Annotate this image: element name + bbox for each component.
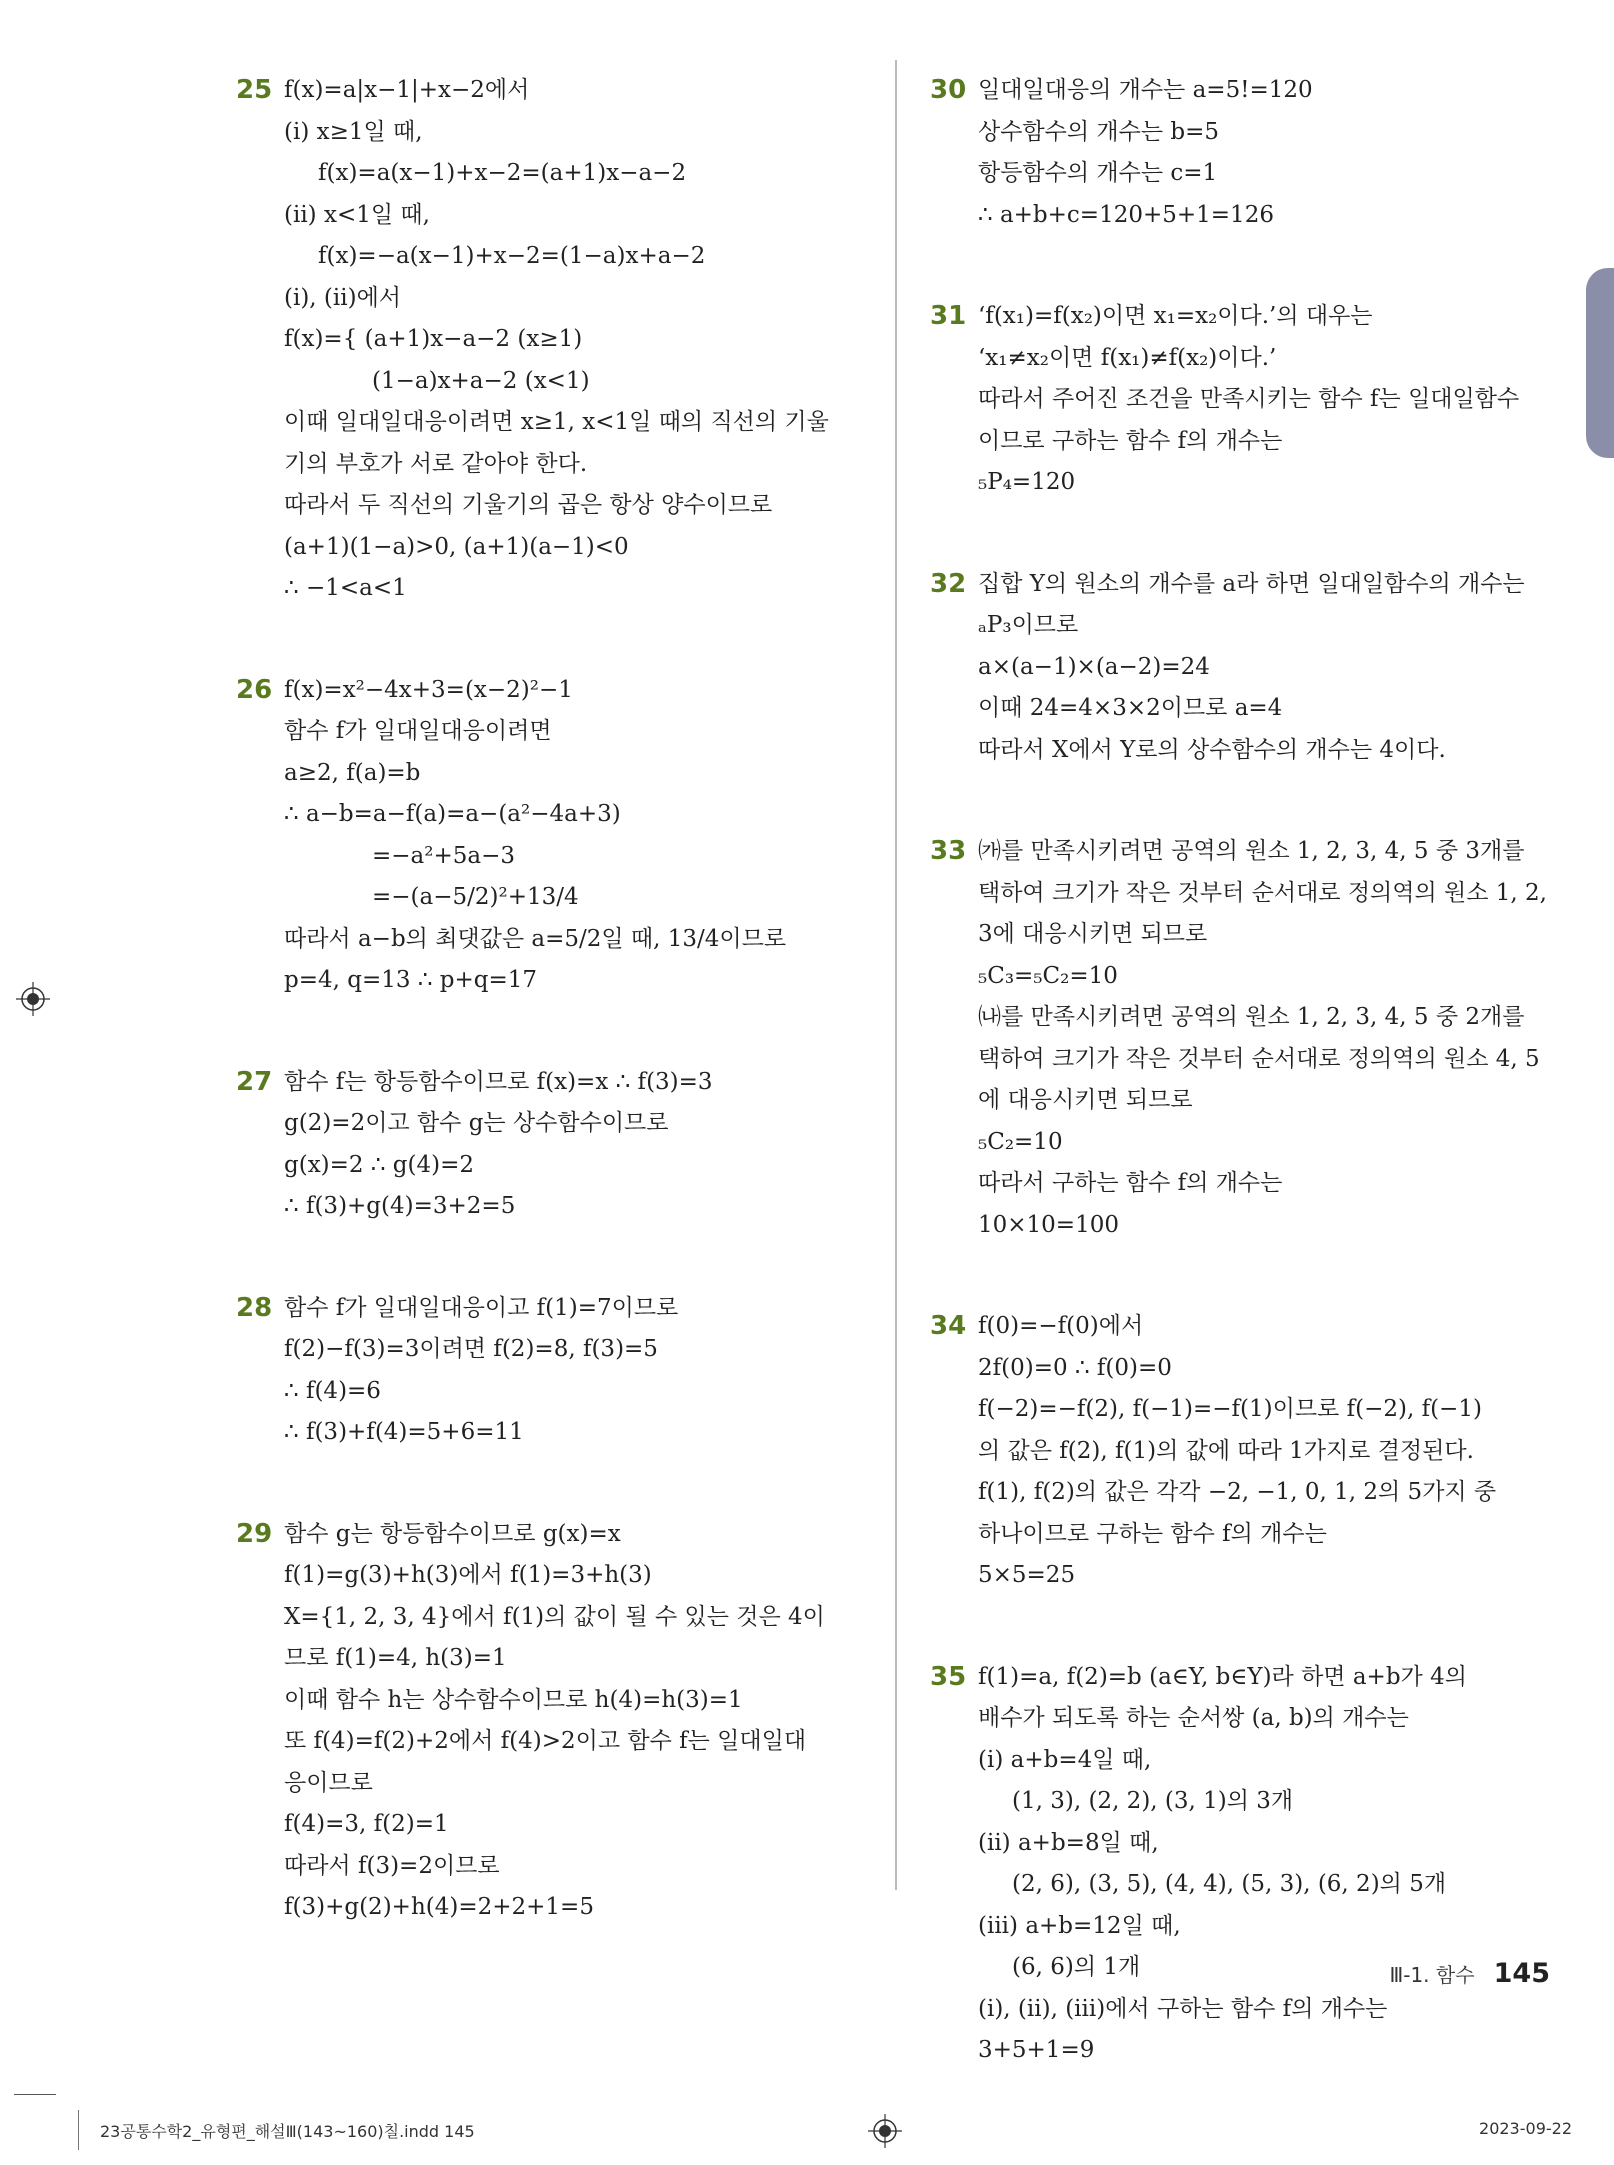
solution-line: =−a²+5a−3 xyxy=(372,842,515,869)
problem-29 xyxy=(236,1514,866,1929)
solution-line: ∴ −1<a<1 xyxy=(284,575,407,601)
file-info: 23공통수학2_유형편_해설Ⅲ(143~160)칠.indd 145 xyxy=(100,2122,475,2141)
problem-26 xyxy=(236,670,866,1002)
solution-line: g(2)=2이고 함수 g는 상수함수이므로 xyxy=(284,1110,669,1136)
solution-line: ₅C₂=10 xyxy=(978,1128,1063,1155)
solution-body xyxy=(284,1288,866,1454)
solution-line: 상수함수의 개수는 b=5 xyxy=(978,118,1219,145)
solution-line: ∴ f(3)+g(4)=3+2=5 xyxy=(284,1193,516,1219)
solution-line: 택하여 크기가 작은 것부터 순서대로 정의역의 원소 4, 5 xyxy=(978,1045,1540,1072)
solution-line: (a+1)(1−a)>0, (a+1)(a−1)<0 xyxy=(284,533,629,560)
solution-line: 의 값은 f(2), f(1)의 값에 따라 1가지로 결정된다. xyxy=(978,1437,1474,1464)
problem-number: 34 xyxy=(930,1311,967,1341)
solution-line: f(1)=g(3)+h(3)에서 f(1)=3+h(3) xyxy=(284,1562,652,1588)
solution-line: f(x)=−a(x−1)+x−2=(1−a)x+a−2 xyxy=(318,243,706,269)
solution-line: 이때 일대일대응이려면 x≥1, x<1일 때의 직선의 기울 xyxy=(284,409,829,435)
solution-line: X={1, 2, 3, 4}에서 f(1)의 값이 될 수 있는 것은 4이 xyxy=(284,1603,825,1630)
solution-line: (i) a+b=4일 때, xyxy=(978,1746,1152,1773)
problem-number: 27 xyxy=(236,1066,273,1097)
registration-mark-icon xyxy=(16,982,50,1016)
solution-line: ㈏를 만족시키려면 공역의 원소 1, 2, 3, 4, 5 중 2개를 xyxy=(978,1004,1525,1030)
solution-line: (1−a)x+a−2 (x<1) xyxy=(372,367,590,394)
solution-line: ₅P₄=120 xyxy=(978,469,1076,495)
solution-line: 따라서 f(3)=2이므로 xyxy=(284,1852,500,1879)
trim-mark xyxy=(14,2094,56,2095)
page-number: 145 xyxy=(1493,1958,1550,1989)
solution-line: 따라서 구하는 함수 f의 개수는 xyxy=(978,1170,1283,1196)
solution-line: f(−2)=−f(2), f(−1)=−f(1)이므로 f(−2), f(−1) xyxy=(978,1396,1482,1422)
solution-line: 응이므로 xyxy=(284,1769,373,1796)
solution-line: 에 대응시키면 되므로 xyxy=(978,1087,1193,1113)
problem-number: 28 xyxy=(236,1292,273,1323)
solution-line: a≥2, f(a)=b xyxy=(284,759,421,786)
problem-35 xyxy=(930,1657,1560,2072)
problem-number: 26 xyxy=(236,674,273,705)
solution-body xyxy=(978,296,1560,504)
solution-line: ∴ a+b+c=120+5+1=126 xyxy=(978,201,1274,228)
solution-line: ‘f(x₁)=f(x₂)이면 x₁=x₂이다.’의 대우는 xyxy=(978,303,1373,329)
solution-line: f(x)=x²−4x+3=(x−2)²−1 xyxy=(284,676,573,703)
problem-28 xyxy=(236,1288,866,1454)
solution-line: f(1), f(2)의 값은 각각 −2, −1, 0, 1, 2의 5가지 중 xyxy=(978,1479,1497,1505)
solution-line: f(4)=3, f(2)=1 xyxy=(284,1811,449,1837)
solution-line: ∴ a−b=a−f(a)=a−(a²−4a+3) xyxy=(284,801,621,827)
solution-line: 따라서 a−b의 최댓값은 a=5/2일 때, 13/4이므로 xyxy=(284,925,787,952)
problem-25 xyxy=(236,70,866,610)
problem-number: 33 xyxy=(930,836,967,866)
solution-line: 집합 Y의 원소의 개수를 a라 하면 일대일함수의 개수는 xyxy=(978,570,1525,597)
solution-line: ₐP₃이므로 xyxy=(978,612,1079,638)
solution-line: ㈎를 만족시키려면 공역의 원소 1, 2, 3, 4, 5 중 3개를 xyxy=(978,838,1525,864)
solution-body xyxy=(284,1062,866,1228)
problem-number: 30 xyxy=(930,75,967,105)
solution-line: 따라서 X에서 Y로의 상수함수의 개수는 4이다. xyxy=(978,736,1446,763)
column-divider xyxy=(895,60,897,1890)
problem-32 xyxy=(930,564,1560,772)
solution-line: ∴ f(3)+f(4)=5+6=11 xyxy=(284,1419,524,1445)
section-label: Ⅲ-1. 함수 xyxy=(1389,1963,1475,1987)
solution-line: 항등함수의 개수는 c=1 xyxy=(978,160,1218,186)
solution-line: 하나이므로 구하는 함수 f의 개수는 xyxy=(978,1520,1327,1547)
solution-line: 2f(0)=0 ∴ f(0)=0 xyxy=(978,1354,1172,1381)
solution-line: (6, 6)의 1개 xyxy=(1012,1954,1141,1980)
right-column xyxy=(930,70,1560,2132)
print-date: 2023-09-22 xyxy=(1479,2119,1572,2138)
solution-line: 택하여 크기가 작은 것부터 순서대로 정의역의 원소 1, 2, xyxy=(978,879,1547,906)
solution-body xyxy=(284,670,866,1002)
solution-line: (iii) a+b=12일 때, xyxy=(978,1912,1181,1939)
solution-line: 5×5=25 xyxy=(978,1562,1076,1588)
solution-line: 일대일대응의 개수는 a=5!=120 xyxy=(978,77,1313,103)
solution-body xyxy=(978,831,1560,1246)
solution-body xyxy=(978,1657,1560,2072)
solution-line: ‘x₁≠x₂이면 f(x₁)≠f(x₂)이다.’ xyxy=(978,344,1277,371)
left-column xyxy=(236,70,866,1989)
solution-line: (ii) a+b=8일 때, xyxy=(978,1829,1159,1856)
solution-line: ∴ f(4)=6 xyxy=(284,1377,381,1404)
solution-line: p=4, q=13 ∴ p+q=17 xyxy=(284,967,538,993)
solution-line: a×(a−1)×(a−2)=24 xyxy=(978,653,1210,680)
problem-33 xyxy=(930,831,1560,1246)
solution-line: (ii) x<1일 때, xyxy=(284,201,430,228)
solution-line: 따라서 주어진 조건을 만족시키는 함수 f는 일대일함수 xyxy=(978,386,1520,412)
problem-number: 29 xyxy=(236,1518,273,1549)
solution-line: (2, 6), (3, 5), (4, 4), (5, 3), (6, 2)의 5개 xyxy=(1012,1871,1447,1897)
solution-line: 함수 f가 일대일대응이고 f(1)=7이므로 xyxy=(284,1294,679,1321)
solution-line: 이때 함수 h는 상수함수이므로 h(4)=h(3)=1 xyxy=(284,1686,743,1713)
solution-line: 3에 대응시키면 되므로 xyxy=(978,921,1208,947)
solution-line: ₅C₃=₅C₂=10 xyxy=(978,962,1118,989)
problem-number: 31 xyxy=(930,301,967,331)
solution-line: 함수 f가 일대일대응이려면 xyxy=(284,718,552,744)
solution-body xyxy=(978,564,1560,772)
solution-line: 이므로 구하는 함수 f의 개수는 xyxy=(978,427,1283,454)
solution-line: g(x)=2 ∴ g(4)=2 xyxy=(284,1151,475,1178)
page-footer xyxy=(1389,1958,1550,1989)
solution-line: f(x)=a(x−1)+x−2=(a+1)x−a−2 xyxy=(318,160,687,186)
solution-line: (i), (ii), (iii)에서 구하는 함수 f의 개수는 xyxy=(978,1995,1388,2022)
solution-line: 함수 g는 항등함수이므로 g(x)=x xyxy=(284,1520,621,1547)
solution-line: f(1)=a, f(2)=b (a∈Y, b∈Y)라 하면 a+b가 4의 xyxy=(978,1663,1467,1690)
solution-line: =−(a−5/2)²+13/4 xyxy=(372,884,579,910)
solution-body xyxy=(284,1514,866,1929)
solution-line: 이때 24=4×3×2이므로 a=4 xyxy=(978,695,1283,721)
chapter-side-tab xyxy=(1586,268,1614,458)
solution-line: 10×10=100 xyxy=(978,1211,1119,1238)
solution-line: 또 f(4)=f(2)+2에서 f(4)>2이고 함수 f는 일대일대 xyxy=(284,1728,807,1754)
solution-line: f(3)+g(2)+h(4)=2+2+1=5 xyxy=(284,1894,594,1920)
solution-line: (1, 3), (2, 2), (3, 1)의 3개 xyxy=(1012,1788,1294,1814)
solution-body xyxy=(978,70,1560,236)
solution-line: 3+5+1=9 xyxy=(978,2037,1095,2063)
slug-bar xyxy=(78,2110,79,2150)
solution-line: 따라서 두 직선의 기울기의 곱은 항상 양수이므로 xyxy=(284,492,773,518)
solution-line: 배수가 되도록 하는 순서쌍 (a, b)의 개수는 xyxy=(978,1705,1409,1731)
problem-number: 35 xyxy=(930,1661,967,1692)
problem-27 xyxy=(236,1062,866,1228)
problem-number: 25 xyxy=(236,75,273,105)
registration-mark-icon xyxy=(868,2114,902,2148)
solution-body xyxy=(284,70,866,610)
solution-line: f(x)={ (a+1)x−a−2 (x≥1) xyxy=(284,326,583,352)
solution-line: 므로 f(1)=4, h(3)=1 xyxy=(284,1645,507,1671)
solution-line: f(2)−f(3)=3이려면 f(2)=8, f(3)=5 xyxy=(284,1336,658,1362)
solution-line: 함수 f는 항등함수이므로 f(x)=x ∴ f(3)=3 xyxy=(284,1068,713,1095)
solution-line: (i), (ii)에서 xyxy=(284,284,402,311)
problem-30 xyxy=(930,70,1560,236)
solution-line: 기의 부호가 서로 같아야 한다. xyxy=(284,450,588,477)
problem-number: 32 xyxy=(930,568,967,599)
problem-34 xyxy=(930,1306,1560,1597)
solution-line: (i) x≥1일 때, xyxy=(284,118,423,145)
solution-line: f(x)=a|x−1|+x−2에서 xyxy=(284,77,530,103)
solution-line: f(0)=−f(0)에서 xyxy=(978,1313,1144,1339)
problem-31 xyxy=(930,296,1560,504)
solution-body xyxy=(978,1306,1560,1597)
